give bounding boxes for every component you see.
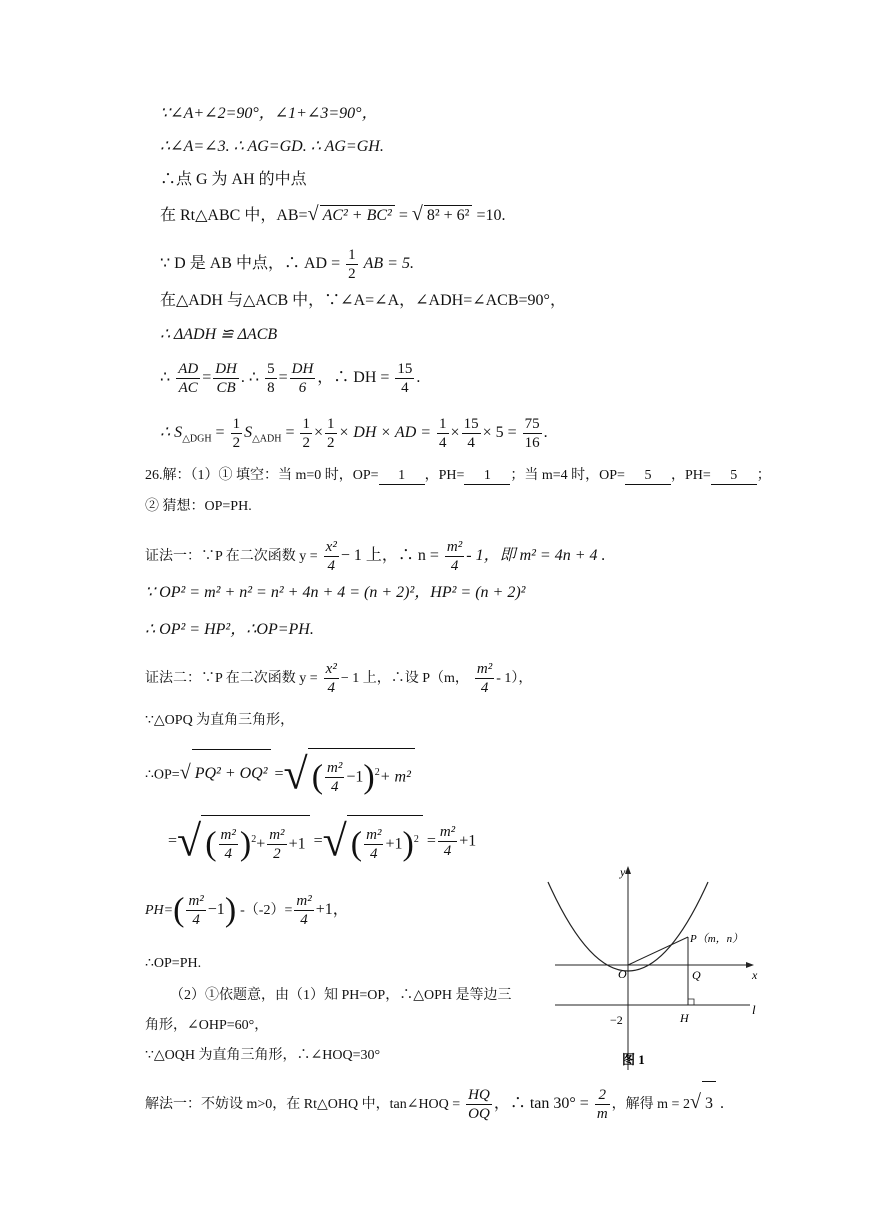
figure-caption: 图 1 — [622, 1052, 645, 1067]
x-label: x — [752, 968, 758, 982]
y-axis-arrow — [625, 866, 631, 874]
figure-parabola — [540, 860, 770, 1075]
line-ratio: ∴ $\frac{AD}{AC}$ = $\frac{DH}{CB}$ . ∴ $\frac{5}{8}$ = $\frac{DH}{6}$ ，∴ DH = $\frac{15}{4}$ . — [160, 361, 421, 396]
proof1-line3: ∴ OP² = HP²，∴OP=PH. — [145, 621, 314, 638]
proof1-line1: 证法一：∵P 在二次函数 y = $\frac{\text{x²}}{4}$ − 1 上，∴ n = $\frac{\text{m²}}{4}$ - 1，即 m² = 4n + 4 . — [145, 539, 606, 574]
line-ad-length: ∵ D 是 AB 中点，∴ AD = $\frac{1}{2}$ AB = 5. — [160, 247, 414, 282]
line-triangles: 在△ADH 与△ACB 中，∵∠A=∠A，∠ADH=∠ACB=90°， — [160, 292, 566, 309]
line-midpoint: ∴点 G 为 AH 的中点 — [160, 171, 307, 188]
right-angle-mark — [688, 999, 694, 1005]
part2-line1: （2）①依题意，由（1）知 PH=OP，∴△OPH 是等边三 — [170, 988, 512, 1003]
line-area: ∴ $S_{\triangle DGH}$ = $\frac{1}{2}$ $S_{\triangle ADH}$ = $\frac{1}{2}$ × $\frac{1}{2}$ × DH × AD = $\frac{1}{4}$ × $\frac{15}{4}$ × 5 = $\frac{75}{16}$ . — [160, 416, 548, 451]
part2-line2: 角形，∠OHP=60°， — [145, 1018, 269, 1033]
proof2-conclusion: ∴OP=PH. — [145, 956, 202, 971]
origin-label: O — [618, 967, 627, 981]
solution1-line: 解法一：不妨设 m>0，在 Rt△OHQ 中，tan∠HOQ = $\frac{HQ}{OQ}$ ，∴ tan 30° = $\frac{2}{m}$ ，解得 m = 2√ 3 . — [145, 1080, 724, 1127]
proof2-simplify: =√ ( $\frac{\text{m²}}{4}$ )$^2$+ $\frac{\text{m²}}{2}$ +1 =√ ( $\frac{\text{m²}}{4}$ +1)$^2$ = $\frac{\text{m²}}{4}$ +1 — [168, 815, 476, 868]
p-label: P（m，n） — [690, 933, 744, 945]
h-label: H — [680, 1011, 689, 1025]
proof2-op-sqrt: ∴OP=√ PQ² + OQ² =√ ( $\frac{\text{m²}}{4}$ −1)$^2$+ m² — [145, 748, 415, 801]
q26-fill-blank: 26.解：（1）① 填空：当 m=0 时，OP= 1 ，PH= 1 ；当 m=4 时，OP= 5 ，PH= 5 ； — [145, 468, 771, 483]
line-similar: ∴ ΔADH ≌ ΔACB — [160, 326, 278, 343]
proof1-line2: ∵ OP² = m² + n² = n² + 4n + 4 = (n + 2)²，HP² = (n + 2)² — [145, 584, 526, 601]
y-label: y — [620, 865, 626, 879]
line-angle-sum: ∵∠A+∠2=90°，∠1+∠3=90°， — [160, 105, 378, 122]
l-label: l — [752, 1002, 756, 1017]
proof2-ph: PH=( $\frac{\text{m²}}{4}$ −1) -（-2）= $\frac{\text{m²}}{4}$ +1， — [145, 891, 349, 929]
part2-line3: ∵△OQH 为直角三角形，∴∠HOQ=30° — [145, 1048, 381, 1063]
segment-op — [628, 937, 688, 965]
q-label: Q — [692, 968, 701, 982]
proof2-line2: ∵△OPQ 为直角三角形， — [145, 713, 295, 728]
proof2-line1: 证法二：∵P 在二次函数 y = $\frac{\text{x²}}{4}$ − 1 上，∴设 P（m， $\frac{\text{m²}}{4}$ - 1）， — [145, 661, 533, 696]
line-ab-length: 在 Rt△ABC 中，AB=√ AC² + BC² = √ 8² + 6² =10. — [160, 203, 506, 225]
line-ag-gh: ∴∠A=∠3. ∴ AG=GD. ∴ AG=GH. — [160, 138, 384, 155]
q26-guess: ② 猜想：OP=PH. — [145, 499, 252, 514]
neg2-label: −2 — [610, 1013, 623, 1027]
